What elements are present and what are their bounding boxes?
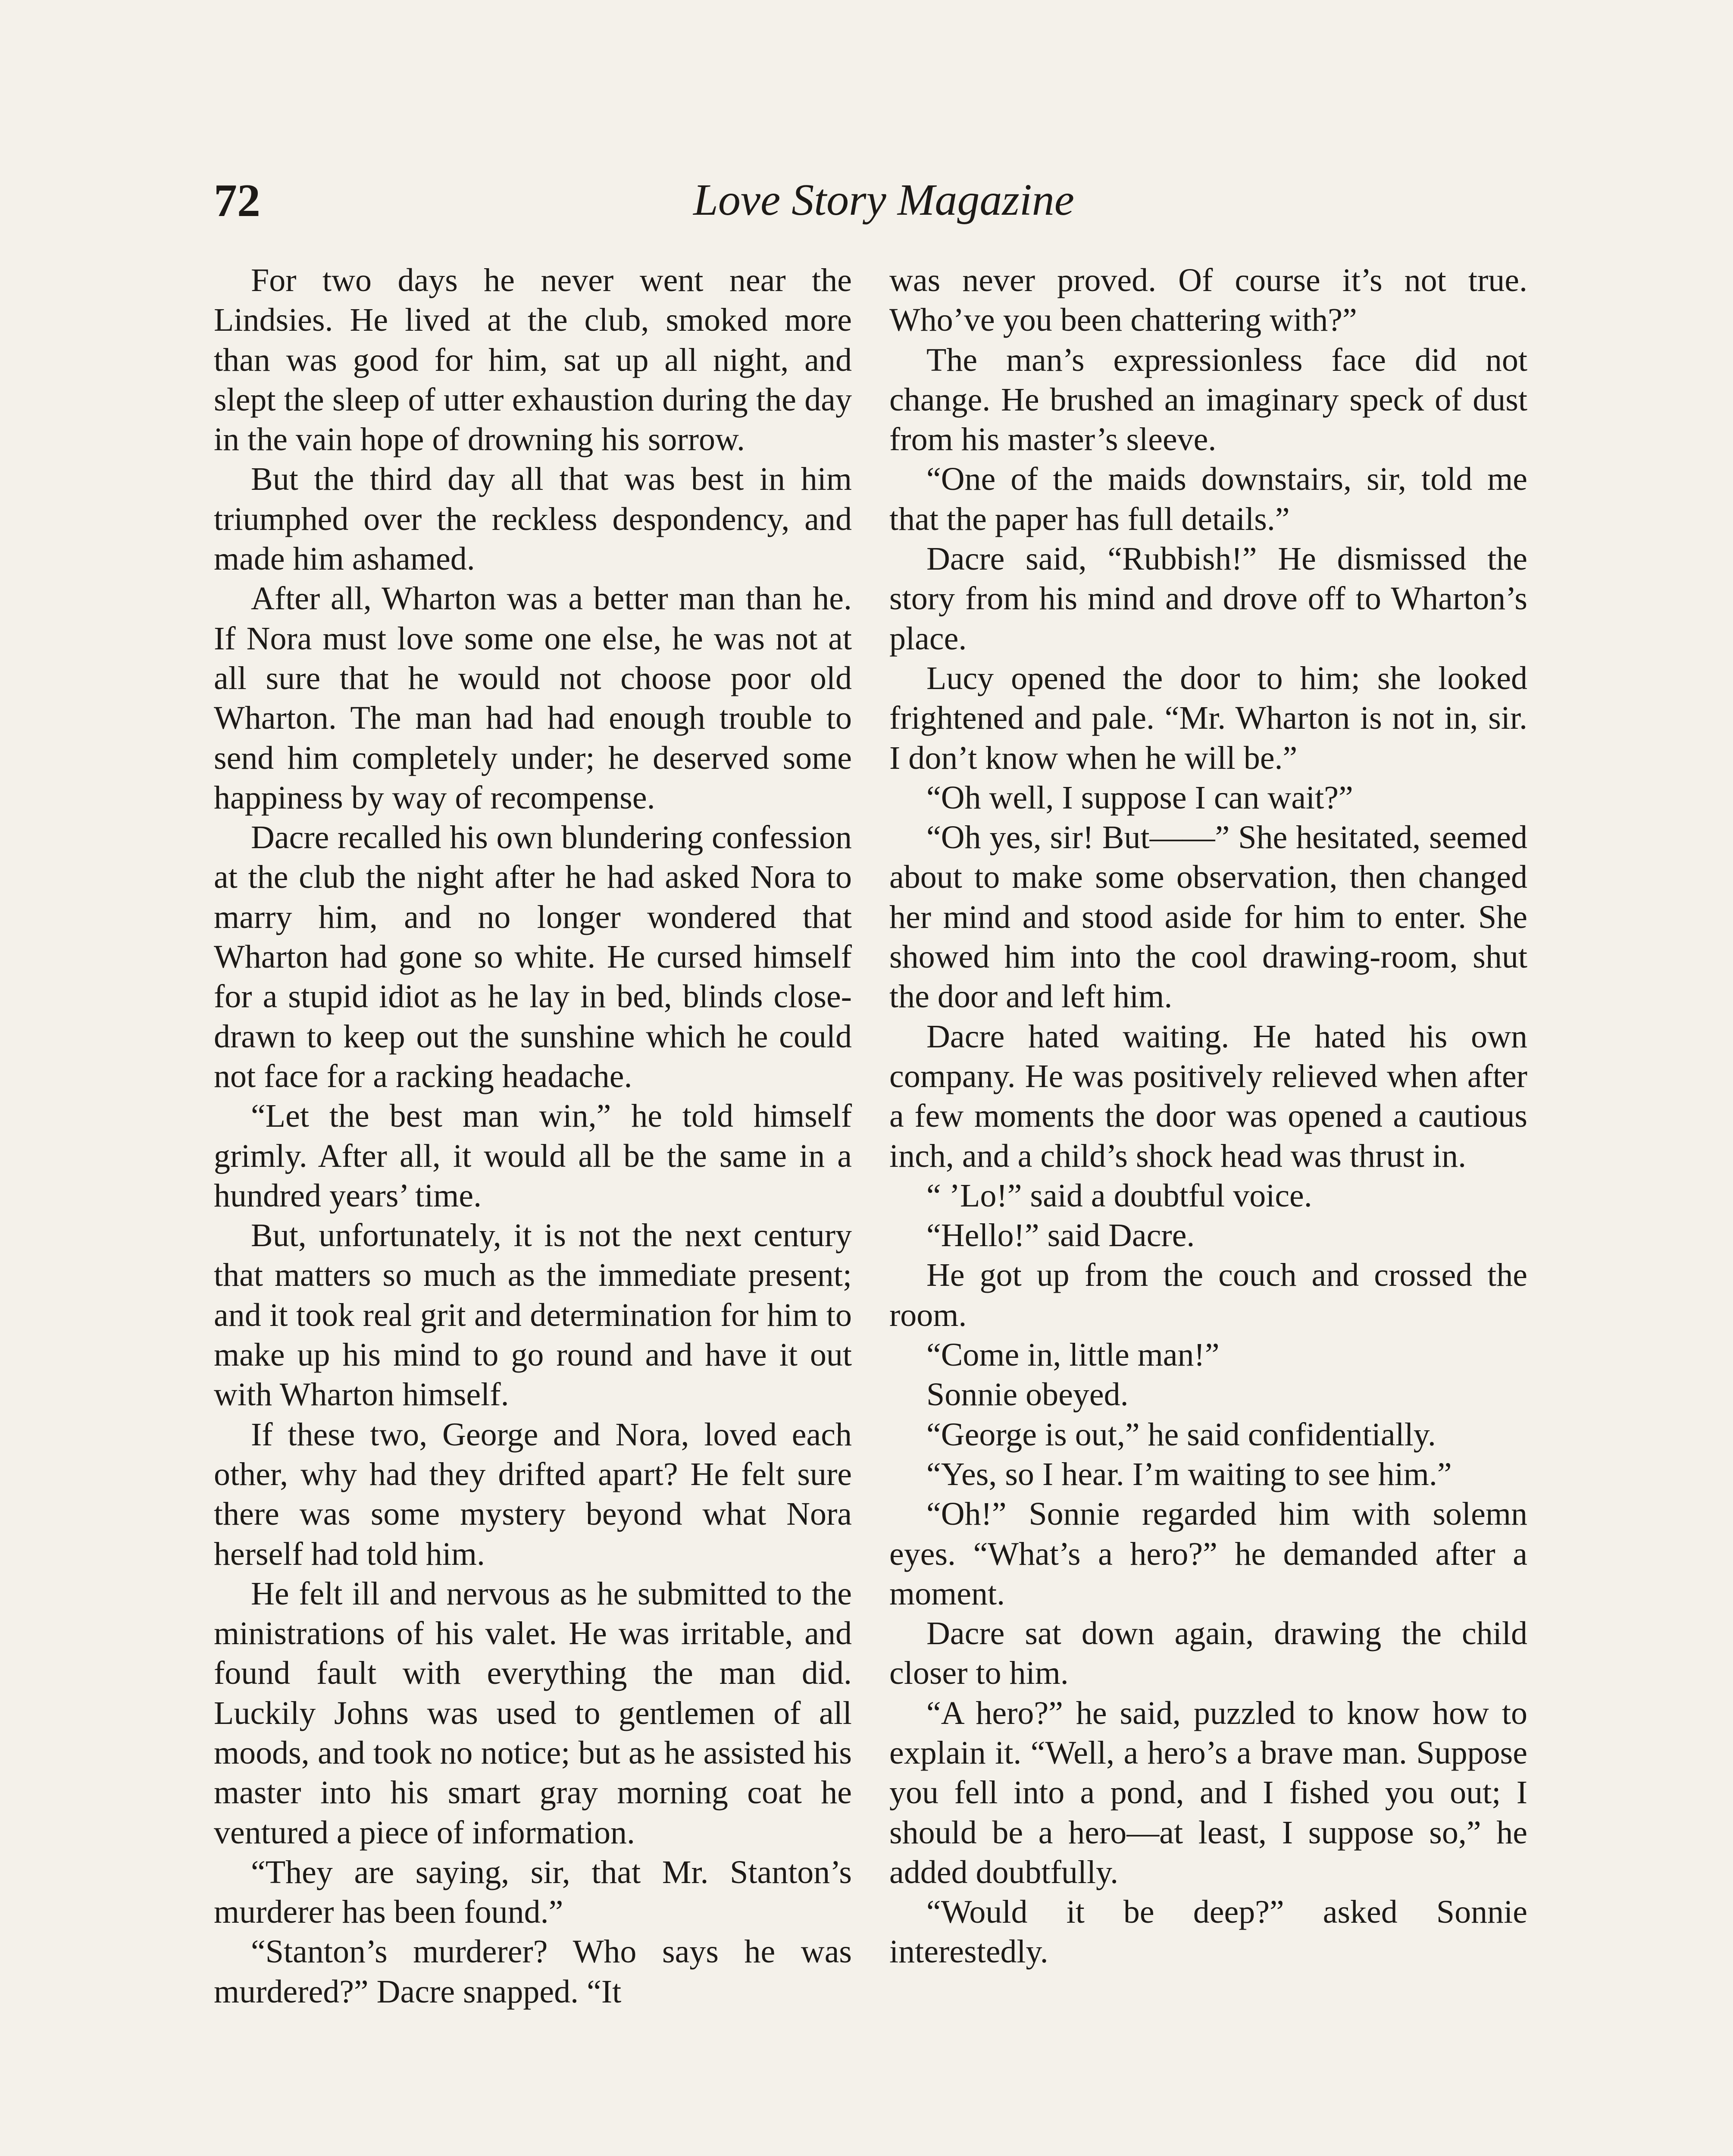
paragraph: Lucy opened the door to him; she looked frightened and pale. “Mr. Wharton is not in, sir. I don’t know when he will be.” — [889, 660, 1527, 776]
paragraph: He felt ill and nervous as he submitted to the ministrations of his valet. He was irritable, and found fault with everything the man did. Luckily Johns was used to gentlemen of all moods, and took no notice; but as he assisted his master into his smart gray morning coat he ventured a piece of information. — [214, 1575, 852, 1851]
paragraph: “Would it be deep?” asked Sonnie interestedly. — [889, 1894, 1527, 1970]
paragraph: Dacre said, “Rubbish!” He dismissed the story from his mind and drove off to Wharton’s place. — [889, 541, 1527, 657]
paragraph: After all, Wharton was a better man than he. If Nora must love some one else, he was not at all sure that he would not choose poor old Wharton. The man had had enough trouble to send him completely under; he deserved some happiness by way of recompense. — [214, 580, 852, 816]
paragraph: “Come in, little man!” — [926, 1337, 1220, 1373]
paragraph: “A hero?” he said, puzzled to know how to explain it. “Well, a hero’s a brave man. Suppose you fell into a pond, and I fished you out; I should be a hero—at least, I suppose so,” he added doubtfully. — [889, 1695, 1527, 1890]
paragraph: “Stanton’s murderer? Who says he was murdered?” Dacre snapped. “It — [214, 1934, 852, 2010]
paragraph-continued: was never proved. Of course it’s not true. Who’ve you been chattering with?” — [889, 262, 1527, 338]
right-column — [889, 260, 1527, 1972]
paragraph: “George is out,” he said confidentially. — [926, 1416, 1436, 1453]
paragraph: Sonnie obeyed. — [926, 1376, 1129, 1413]
paragraph: “They are saying, sir, that Mr. Stanton’s murderer has been found.” — [214, 1854, 852, 1930]
paragraph: Dacre hated waiting. He hated his own company. He was positively relieved when after a few moments the door was opened a cautious inch, and a child’s shock head was thrust in. — [889, 1018, 1527, 1174]
paragraph: If these two, George and Nora, loved each other, why had they drifted apart? He felt sure there was some mystery beyond what Nora herself had told him. — [214, 1416, 852, 1572]
paragraph: Dacre recalled his own blundering confession at the club the night after he had asked Nora to marry him, and no longer wondered that Wharton had gone so white. He cursed himself for a stupid idiot as he lay in bed, blinds close-drawn to keep out the sunshine which he could not face for a racking headache. — [214, 819, 852, 1094]
left-column — [214, 260, 852, 2012]
paragraph: But the third day all that was best in him triumphed over the reckless despondency, and made him ashamed. — [214, 461, 852, 577]
paragraph: “Hello!” said Dacre. — [926, 1217, 1195, 1254]
paragraph: “ ’Lo!” said a doubtful voice. — [926, 1177, 1312, 1214]
paragraph: He got up from the couch and crossed the room. — [889, 1257, 1527, 1333]
page-number: 72 — [214, 175, 260, 226]
paragraph: The man’s expressionless face did not change. He brushed an imaginary speck of dust from his master’s sleeve. — [889, 342, 1527, 458]
paragraph: “Oh yes, sir! But——” She hesitated, seemed about to make some observation, then changed her mind and stood aside for him to enter. She showed him into the cool drawing-room, shut the door and left him. — [889, 819, 1527, 1015]
paragraph: For two days he never went near the Lindsies. He lived at the club, smoked more than was good for him, sat up all night, and slept the sleep of utter exhaustion during the day in the vain hope of drowning his sorrow. — [214, 262, 852, 458]
paragraph: Dacre sat down again, drawing the child closer to him. — [889, 1615, 1527, 1692]
running-title: Love Story Magazine — [693, 175, 1074, 225]
paragraph: “Oh well, I suppose I can wait?” — [926, 779, 1353, 816]
paragraph: “Yes, so I hear. I’m waiting to see him.” — [926, 1456, 1452, 1492]
paragraph: “Let the best man win,” he told himself grimly. After all, it would all be the same in a hundred years’ time. — [214, 1098, 852, 1214]
paragraph: But, unfortunately, it is not the next century that matters so much as the immediate present; and it took real grit and determination for him to make up his mind to go round and have it out with Wharton himself. — [214, 1217, 852, 1413]
paragraph: “One of the maids downstairs, sir, told me that the paper has full details.” — [889, 461, 1527, 537]
paragraph: “Oh!” Sonnie regarded him with solemn eyes. “What’s a hero?” he demanded after a moment. — [889, 1496, 1527, 1612]
